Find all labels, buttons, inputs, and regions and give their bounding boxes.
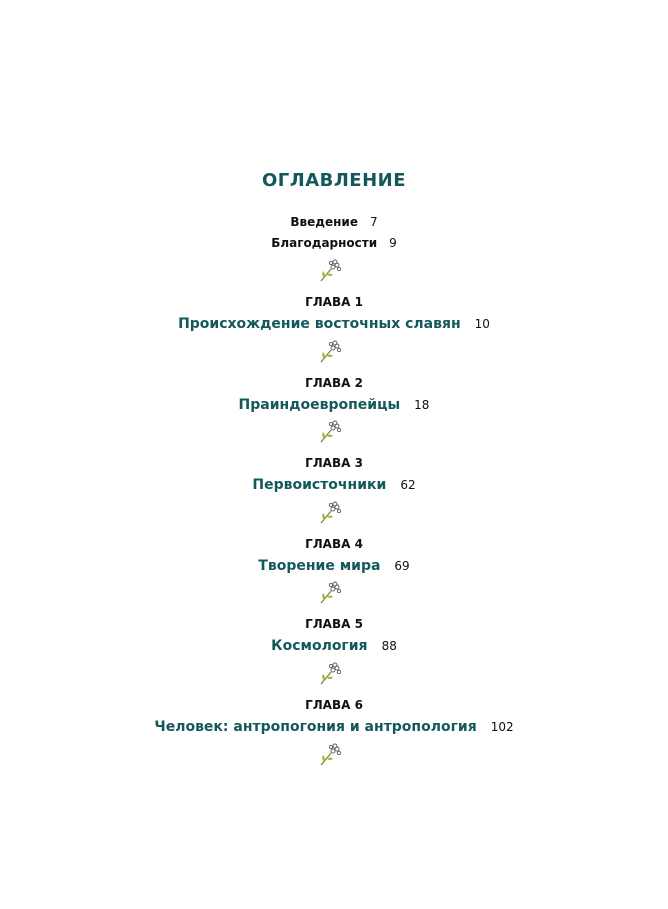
chapter-label: ГЛАВА 4 xyxy=(305,537,363,551)
front-matter-item-acknowledgements[interactable] xyxy=(0,235,668,251)
chapter-entry-5[interactable] xyxy=(0,636,668,655)
front-matter-item-introduction[interactable] xyxy=(0,214,668,230)
page-number: 18 xyxy=(414,398,430,412)
front-matter-label: Благодарности xyxy=(271,236,378,250)
chapter-entry-1[interactable] xyxy=(0,314,668,333)
chapter-label: ГЛАВА 5 xyxy=(305,617,363,631)
front-matter-label: Введение xyxy=(290,215,358,229)
flower-sprig-icon xyxy=(318,340,344,364)
chapter-label: ГЛАВА 1 xyxy=(305,295,363,309)
page-number: 69 xyxy=(394,559,410,573)
chapter-label: ГЛАВА 2 xyxy=(305,376,363,390)
chapter-title: Космология xyxy=(271,638,368,654)
page-number: 62 xyxy=(400,478,416,492)
chapter-title: Творение мира xyxy=(258,558,381,574)
chapter-entry-3[interactable] xyxy=(0,475,668,494)
flower-sprig-icon xyxy=(318,743,344,767)
chapter-title: Первоисточники xyxy=(252,477,387,493)
chapter-label: ГЛАВА 6 xyxy=(305,698,363,712)
chapter-title: Происхождение восточных славян xyxy=(178,316,461,332)
chapter-title: Праиндоевропейцы xyxy=(238,397,401,413)
page-number: 7 xyxy=(369,215,378,229)
flower-sprig-icon xyxy=(318,662,344,686)
page-number: 88 xyxy=(381,639,397,653)
chapter-label: ГЛАВА 3 xyxy=(305,456,363,470)
flower-sprig-icon xyxy=(318,581,344,605)
page-number: 102 xyxy=(490,720,514,734)
page-number: 10 xyxy=(474,317,490,331)
flower-sprig-icon xyxy=(318,501,344,525)
page-number: 9 xyxy=(389,236,397,250)
chapter-title: Человек: антропогония и антропология xyxy=(154,719,477,735)
chapter-entry-4[interactable] xyxy=(0,556,668,575)
toc-title: ОГЛАВЛЕНИЕ xyxy=(261,170,407,191)
chapter-entry-2[interactable] xyxy=(0,395,668,414)
flower-sprig-icon xyxy=(318,259,344,283)
flower-sprig-icon xyxy=(318,420,344,444)
chapter-entry-6[interactable] xyxy=(0,717,668,736)
